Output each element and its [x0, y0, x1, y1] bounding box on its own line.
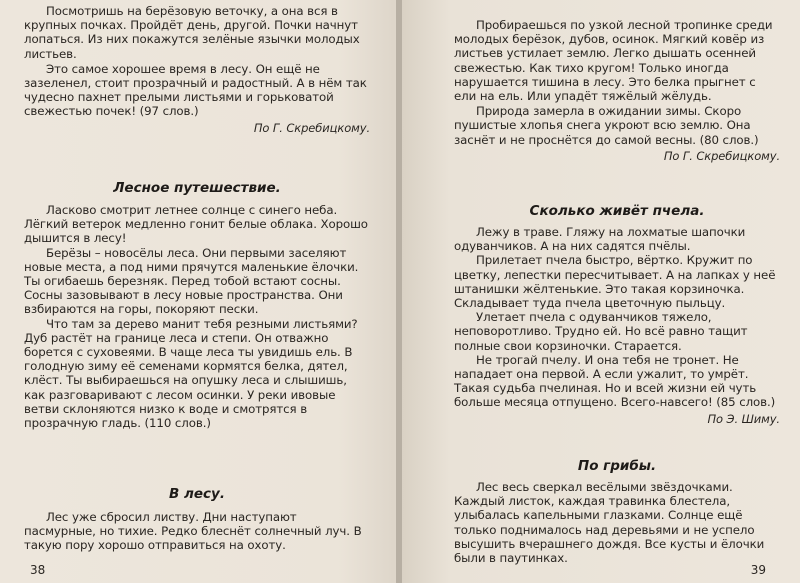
paragraph: Берёзы – новосёлы леса. Они первыми заселяют новые места, а под ними прячутся маленькие ёлочки. Ты огибаешь березняк. Перед тобой встают сосны. Сосны зазовывают в лесу новые пространства. Они взбираются на горы, покоряют пески. [24, 245, 359, 317]
paragraph: Прилетает пчела быстро, вёртко. Кружит по цветку, лепестки пересчитывает. А на лапках у неё штанишки жёлтенькие. Это такая корзиночка. Складывает туда пчела цветочную пыльцу. [454, 253, 776, 311]
section-title: По грибы. [577, 458, 657, 474]
attribution: По Г. Скребицкому. [253, 120, 370, 135]
paragraph: Не трогай пчелу. И она тебя не тронет. Не нападает она первой. А если ужалит, то умрёт. Такая судьба пчелиная. Но и всей жизни ей чуть больше месяца отпущено. Всего-навсего! (85 слов.) [454, 352, 776, 410]
paragraph: Это самое хорошее время в лесу. Он ещё не зазеленел, стоит прозрачный и радостный. А в нём так чудесно пахнет прелыми листьями и горьковатой свежестью почек! (97 слов.) [24, 61, 367, 119]
paragraph: Лежу в траве. Гляжу на лохматые шапочки одуванчиков. А на них садятся пчёлы. [454, 225, 746, 254]
left-page [0, 0, 398, 583]
paragraph: Посмотришь на берёзовую веточку, а она вся в крупных почках. Пройдёт день, другой. Почки начнут лопаться. Из них покажутся зелёные язычки молодых листьев. [24, 4, 360, 61]
paragraph: Природа замерла в ожидании зимы. Скоро пушистые хлопья снега укроют всю землю. Она заснёт и не проснётся до самой весны. (80 слов.) [454, 104, 759, 147]
paragraph: Пробираешься по узкой лесной тропинке среди молодых берёзок, дубов, осинок. Мягкий ковёр из листьев устилает землю. Легко дышать осенней свежестью. Как тихо кругом! Только иногда нарушается тишина в лесу. Это белка прыгнет с ели на ель. Или упадёт тяжёлый жёлудь. [454, 18, 773, 104]
attribution: По Э. Шиму. [707, 411, 780, 426]
right-page [402, 0, 800, 583]
attribution: По Г. Скребицкому. [663, 148, 780, 163]
section-title: Лесное путешествие. [113, 180, 281, 196]
page-number: 38 [30, 563, 46, 577]
paragraph: Лес уже сбросил листву. Дни наступают пасмурные, но тихие. Редко блеснёт солнечный луч. В такую пору хорошо отправиться на охоту. [24, 510, 362, 553]
paragraph: Лес весь сверкал весёлыми звёздочками. Каждый листок, каждая травинка блестела, улыбалась капельными глазками. Солнце ещё только поднималось над деревьями и не успело высушить вчерашнего дождя. Все кусты и ёлочки были в паутинках. [454, 480, 765, 566]
paragraph: Ласково смотрит летнее солнце с синего неба. Лёгкий ветерок медленно гонит белые облака. Хорошо дышится в лесу! [24, 203, 368, 246]
section-title: В лесу. [169, 486, 225, 502]
paragraph: Что там за дерево манит тебя резными листьями? Дуб растёт на границе леса и степи. Он отважно борется с суховеями. В чаще леса ты увидишь ель. В голодную зиму её семенами кормятся белка, дятел, клёст. Ты выбираешься на опушку леса и слышишь, как разговаривают с лесом осинки. У реки ивовые ветви склоняются низко к воде и смотрятся в прозрачную гладь. (110 слов.) [24, 316, 358, 431]
paragraph: Улетает пчела с одуванчиков тяжело, неповоротливо. Трудно ей. Но всё равно тащит полные свои корзиночки. Старается. [454, 310, 748, 353]
section-title: Сколько живёт пчела. [529, 203, 705, 219]
page-number: 39 [750, 563, 766, 577]
